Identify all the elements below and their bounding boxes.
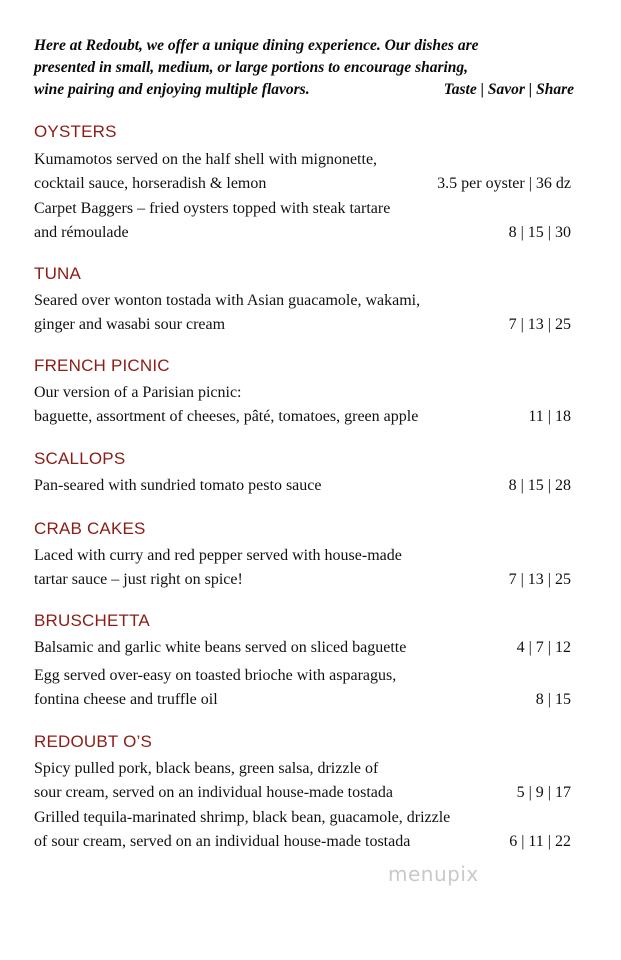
section-title-tuna: TUNA [34, 264, 82, 283]
item-description: tartar sauce – just right on spice! [34, 571, 243, 588]
item-description: sour cream, served on an individual house-made tostada [34, 784, 393, 801]
section-title-scallops: SCALLOPS [34, 449, 126, 468]
item-description: baguette, assortment of cheeses, pâté, tomatoes, green apple [34, 408, 419, 425]
intro-line-2: presented in small, medium, or large portions to encourage sharing, [34, 59, 469, 76]
item-description: Balsamic and garlic white beans served on sliced baguette [34, 639, 407, 656]
menu-item [34, 806, 571, 854]
menu-item [34, 148, 571, 196]
item-description: Seared over wonton tostada with Asian guacamole, wakami, [34, 292, 421, 309]
menu-item [34, 197, 571, 245]
item-description: Grilled tequila-marinated shrimp, black bean, guacamole, drizzle [34, 809, 451, 826]
menu-item [34, 757, 571, 805]
item-description: ginger and wasabi sour cream [34, 316, 226, 333]
item-description: Carpet Baggers – fried oysters topped with steak tartare [34, 200, 391, 217]
section-title-redoubt-os: REDOUBT O’S [34, 732, 153, 751]
item-price: 4 | 7 | 12 [516, 639, 571, 656]
intro-text [34, 35, 574, 101]
item-description: Egg served over-easy on toasted brioche with asparagus, [34, 667, 397, 684]
item-description: fontina cheese and truffle oil [34, 691, 218, 708]
intro-line-1: Here at Redoubt, we offer a unique dining experience. Our dishes are [34, 37, 479, 54]
section-title-french-picnic: FRENCH PICNIC [34, 356, 170, 375]
item-price: 8 | 15 | 28 [508, 477, 571, 494]
item-description: Kumamotos served on the half shell with mignonette, [34, 151, 378, 168]
item-price: 5 | 9 | 17 [516, 784, 571, 801]
section-title-bruschetta: BRUSCHETTA [34, 611, 150, 630]
menu-item [34, 474, 571, 498]
item-description: Spicy pulled pork, black beans, green salsa, drizzle of [34, 760, 379, 777]
item-description: Our version of a Parisian picnic: [34, 384, 242, 401]
item-description: Pan-seared with sundried tomato pesto sauce [34, 477, 322, 494]
menu-item [34, 664, 571, 712]
intro-line-3: wine pairing and enjoying multiple flavors. [34, 81, 310, 98]
item-description: and rémoulade [34, 224, 129, 241]
item-price: 6 | 11 | 22 [509, 833, 571, 850]
item-description: of sour cream, served on an individual house-made tostada [34, 833, 411, 850]
menu-item [34, 544, 571, 592]
menu-item [34, 636, 571, 660]
menu-item [34, 381, 571, 429]
item-price: 11 | 18 [528, 408, 571, 425]
item-description: Laced with curry and red pepper served with house-made [34, 547, 402, 564]
item-price: 3.5 per oyster | 36 dz [437, 175, 571, 192]
item-price: 8 | 15 | 30 [508, 224, 571, 241]
menu-item [34, 289, 571, 337]
item-price: 7 | 13 | 25 [508, 316, 571, 333]
menupix-watermark: menupix [388, 862, 479, 886]
section-title-crab-cakes: CRAB CAKES [34, 519, 146, 538]
section-title-oysters: OYSTERS [34, 122, 117, 141]
item-description: cocktail sauce, horseradish & lemon [34, 175, 267, 192]
item-price: 7 | 13 | 25 [508, 571, 571, 588]
item-price: 8 | 15 [535, 691, 571, 708]
intro-tagline: Taste | Savor | Share [443, 81, 574, 98]
